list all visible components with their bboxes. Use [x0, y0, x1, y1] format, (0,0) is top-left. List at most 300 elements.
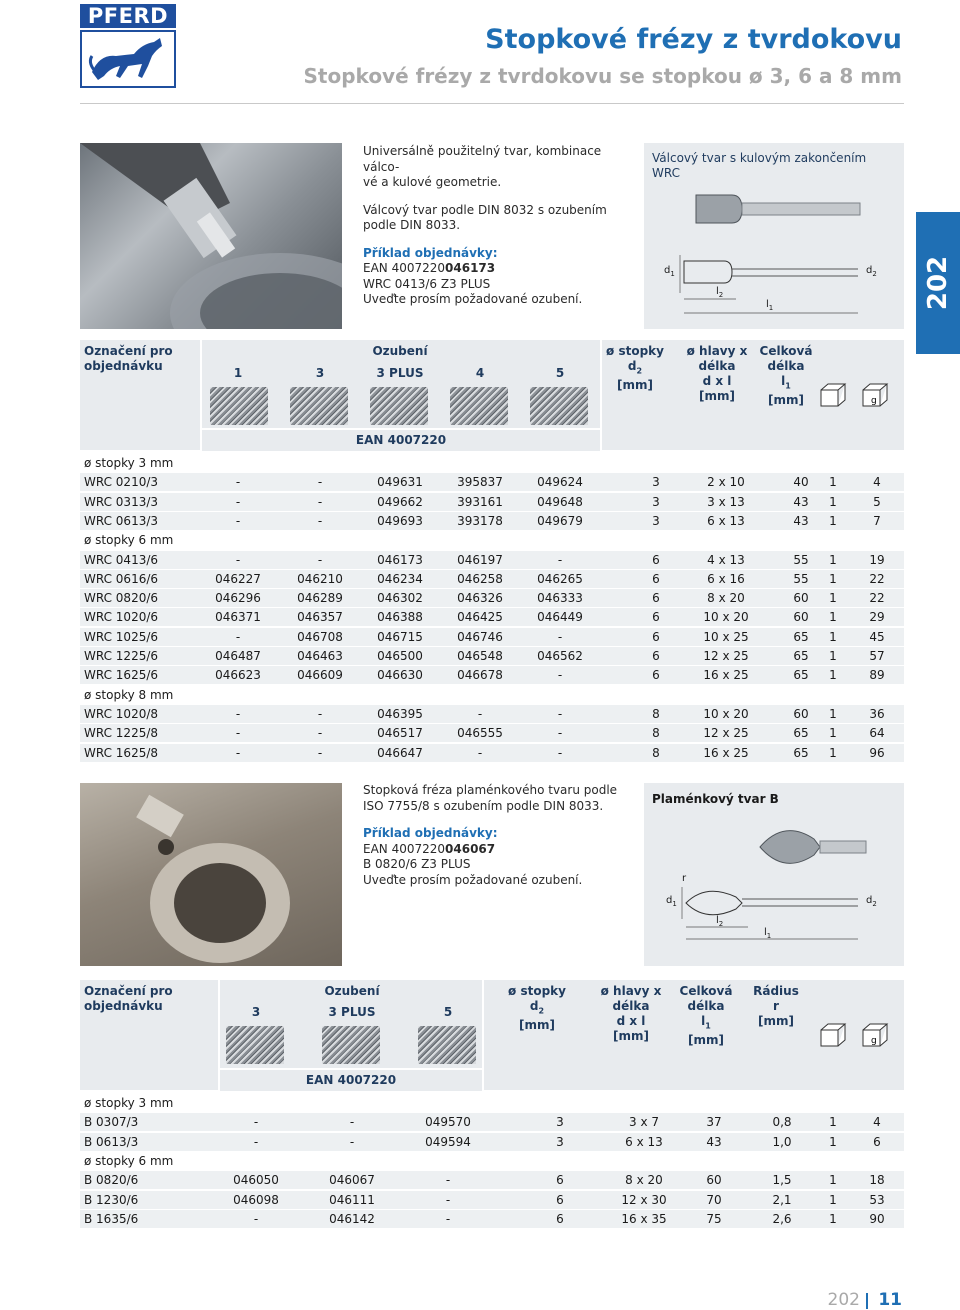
table-cell: 046678 [457, 668, 503, 683]
table-cell: - [317, 706, 323, 721]
table-cell: - [317, 726, 323, 741]
table-cell: 18 [869, 1173, 885, 1188]
table-cell: 046395 [377, 706, 423, 721]
table-cell: - [235, 745, 241, 760]
table-cell: 6 x 16 [707, 571, 745, 586]
group-label: ø stopky 3 mm [84, 1096, 174, 1110]
t1-h-celkova-3: l [781, 374, 786, 388]
t1-h-hlavy-3: d x l [702, 374, 732, 388]
table-cell: WRC 0413/6 [84, 552, 159, 567]
table-cell: 046623 [215, 668, 261, 683]
table-cell: 10 x 20 [703, 706, 749, 721]
table-cell: 16 x 25 [703, 745, 749, 760]
table-cell: 6 [652, 571, 660, 586]
dim-d2-sub: 2 [872, 270, 877, 278]
table-cell: 8 [652, 726, 660, 741]
t2-box-weight-icon [860, 1022, 890, 1048]
t1-swatch-5 [530, 387, 588, 425]
t1-h-celkova-1: Celková [759, 344, 813, 358]
b-dim-l1-sub: 1 [766, 932, 772, 940]
table-cell: 6 [652, 610, 660, 625]
table-cell: 10 x 20 [703, 610, 749, 625]
footer-page-number: 11 [878, 1290, 902, 1310]
table-cell: 046609 [297, 668, 343, 683]
table-cell: 40 [793, 475, 809, 490]
t2-h-stopky-2: d [529, 999, 539, 1013]
table-cell: 3 [652, 494, 660, 509]
footer-catalog-page: 202 [827, 1290, 860, 1310]
b-order-note: Uveďte prosím požadované ozubení. [363, 872, 583, 887]
table-cell: - [235, 726, 241, 741]
table-cell: 6 x 13 [625, 1134, 663, 1149]
table-cell: - [317, 745, 323, 760]
table-cell: - [557, 668, 563, 683]
table-cell: 1 [829, 668, 837, 683]
b-order-label: Příklad objednávky: [363, 826, 498, 840]
t1-teeth-3: 3 [315, 366, 325, 380]
t2-h-radius-3: [mm] [758, 1014, 794, 1028]
t2-h-stopky: ø stopky $d_2$ [mm] [508, 984, 566, 1033]
wrc-order-ean-bold: 046173 [445, 261, 496, 275]
b-dim-d2-label [866, 895, 877, 908]
table-cell: B 1635/6 [84, 1211, 139, 1226]
pferd-logo [80, 4, 176, 86]
table-cell: 046197 [457, 552, 503, 567]
table-cell: 1 [829, 1115, 837, 1130]
table-cell: 1 [829, 726, 837, 741]
table-cell: 65 [793, 649, 809, 663]
table-row [80, 705, 904, 723]
table-cell: 046326 [457, 591, 503, 606]
t1-h-celkova: Celková délka $l_1$ [mm] [759, 344, 813, 408]
table-cell: 64 [869, 726, 885, 741]
table-cell: 22 [869, 591, 885, 606]
table-cell: WRC 0616/6 [84, 571, 159, 586]
table-cell: WRC 1020/6 [84, 610, 159, 625]
table-cell: 6 [556, 1192, 564, 1207]
table-cell: 89 [869, 668, 885, 683]
t1-h-stopky-1: ø stopky [606, 344, 664, 358]
table-cell: 22 [869, 571, 885, 586]
table-cell: 046517 [377, 726, 423, 741]
table-cell: 8 x 20 [707, 591, 745, 606]
b-diagram [644, 783, 904, 966]
table-cell: 43 [793, 494, 809, 509]
logo-wordmark: PFERD [80, 4, 176, 28]
wrc-order-note: Uveďte prosím požadované ozubení. [363, 292, 583, 306]
table-cell: 046333 [537, 591, 583, 606]
table-cell: - [557, 629, 563, 644]
table-cell: 1 [829, 1173, 837, 1188]
table-cell: 10 x 25 [703, 629, 749, 644]
table-cell: 046487 [215, 649, 261, 663]
b-desc-line1b: ISO 7755/8 s ozubením podle DIN 8033. [363, 798, 604, 813]
dim-d1-letter: d [664, 265, 671, 276]
t2-teeth-5: 5 [443, 1005, 453, 1019]
table-cell: 1 [829, 591, 837, 606]
table-cell: 65 [793, 668, 809, 683]
table-cell: WRC 1020/8 [84, 706, 159, 721]
wrc-order-label: Příklad objednávky: [363, 245, 498, 260]
t2-h-celkova-4: [mm] [688, 1033, 724, 1048]
t2-g-label: g [871, 1036, 877, 1046]
b-dim-d1-letter: d [666, 895, 673, 906]
table-cell: WRC 0613/3 [84, 513, 159, 528]
table-cell: 046463 [297, 649, 343, 663]
t2-h-hlavy [594, 984, 668, 1044]
table-cell: 046302 [377, 591, 423, 606]
t2-h-hlavy-2: délka [612, 999, 650, 1013]
table-cell: 1 [829, 475, 837, 490]
table-cell: 6 [556, 1173, 564, 1188]
table-cell: 1 [829, 571, 837, 586]
table-cell: 046227 [215, 571, 261, 586]
table-cell: - [477, 706, 483, 721]
t1-h-hlavy-4: [mm] [699, 389, 735, 403]
table-cell: B 0307/3 [84, 1115, 139, 1130]
table-cell: 8 [652, 745, 660, 760]
table-cell: WRC 1225/6 [84, 649, 159, 663]
table-cell: 1,5 [772, 1173, 792, 1188]
table-row [80, 1191, 904, 1209]
table-cell: 046449 [537, 610, 583, 625]
b-dim-l2-sub: 2 [718, 920, 724, 928]
t1-h-ozubeni: Ozubení [372, 344, 428, 358]
table-cell: 3 [556, 1115, 564, 1130]
table-cell: 1 [829, 513, 837, 528]
t1-swatch-3plus [370, 387, 428, 425]
table-cell: 65 [793, 745, 809, 760]
table-cell: 046098 [233, 1192, 279, 1207]
table-cell: 046548 [457, 649, 503, 663]
dim-d1-label [664, 265, 675, 278]
table-cell: 3 x 13 [707, 494, 745, 509]
table-cell: - [235, 494, 241, 509]
table-cell: B 1230/6 [84, 1192, 139, 1207]
table-row [80, 628, 904, 646]
table-cell: WRC 1625/8 [84, 745, 159, 760]
table-cell: 046173 [377, 552, 423, 567]
catalog-side-tab [916, 212, 960, 354]
table-cell: - [557, 726, 563, 741]
table-cell: 3 [652, 475, 660, 490]
table-cell: 046142 [329, 1211, 375, 1226]
dim-l2-label [716, 286, 723, 299]
dim-l2-sub: 2 [718, 291, 724, 299]
table-row [80, 551, 904, 569]
table-cell: - [235, 706, 241, 721]
table-cell: 5 [873, 494, 881, 509]
b-dim-d2-letter: d [866, 895, 873, 906]
footer-divider [866, 1293, 868, 1309]
table-cell: 046647 [377, 745, 423, 760]
table-cell: 3 x 7 [629, 1115, 659, 1130]
t2-h-hlavy-3: d x l [616, 1014, 646, 1028]
table-cell: 1 [829, 1211, 837, 1226]
table-cell: 049594 [425, 1134, 471, 1149]
table-cell: 75 [706, 1211, 722, 1226]
table-cell: 65 [793, 726, 809, 741]
table-cell: 046289 [297, 591, 343, 606]
table-cell: 1,0 [772, 1134, 792, 1149]
t1-teeth-5: 5 [555, 366, 565, 380]
table-cell: 60 [793, 706, 809, 721]
table-cell: 046500 [377, 649, 423, 663]
header-divider [80, 103, 904, 104]
table-cell: 19 [869, 552, 885, 567]
table-cell: 12 x 25 [703, 649, 749, 663]
t1-teeth-3plus: 3 PLUS [376, 366, 424, 380]
table-cell: 049570 [425, 1115, 471, 1130]
table-row [80, 1113, 904, 1131]
table-cell: 0,8 [772, 1115, 792, 1130]
table-cell: 1 [829, 649, 837, 663]
table-cell: 3 [652, 513, 660, 528]
b-order-code: B 0820/6 Z3 PLUS [363, 857, 471, 871]
table-cell: 046425 [457, 610, 503, 625]
group-label: ø stopky 3 mm [84, 456, 174, 470]
t1-h-oznaceni [84, 344, 173, 374]
table-row [80, 512, 904, 530]
table-cell: 2,6 [772, 1211, 792, 1226]
table-cell: - [235, 475, 241, 490]
t2-h-stopky-1: ø stopky [508, 984, 566, 998]
t1-h-stopky-2: d [627, 359, 637, 373]
t1-h-hlavy-1: ø hlavy x [686, 344, 748, 358]
page-title: Stopkové frézy z tvrdokovu [485, 24, 902, 55]
group-label: ø stopky 6 mm [84, 533, 174, 548]
t2-h-radius-2: r [773, 999, 779, 1013]
t1-h-celkova-2: délka [767, 359, 805, 373]
b-desc-line1: Stopková fréza plaménkového tvaru podle [363, 783, 618, 797]
table-cell: 2,1 [772, 1192, 792, 1207]
t1-h-hlavy-2: délka [698, 359, 736, 373]
table-cell: 6 [873, 1134, 881, 1149]
table-cell: 1 [829, 1134, 837, 1149]
table-cell: 36 [869, 706, 885, 721]
table-cell: 6 [652, 591, 660, 606]
table-cell: 3 [556, 1134, 564, 1149]
table-cell: 7 [873, 513, 881, 528]
page-subtitle: Stopkové frézy z tvrdokovu se stopkou ø 3, 6 a 8 mm [303, 64, 902, 88]
table-cell: 29 [869, 610, 885, 625]
table-cell: - [235, 513, 241, 528]
table-cell: 65 [793, 629, 809, 644]
wrc-desc-line2b: podle DIN 8033. [363, 218, 461, 232]
t1-h-celkova-4: [mm] [768, 393, 804, 408]
table-cell: 393178 [457, 513, 503, 528]
table-cell: - [253, 1134, 259, 1149]
table-cell: 046296 [215, 591, 261, 606]
table-cell: 4 [873, 1115, 881, 1130]
b-description [363, 783, 623, 888]
table-cell: 393161 [457, 494, 503, 509]
table-cell: - [317, 552, 323, 567]
t1-h-oznaceni-2: objednávku [84, 359, 163, 373]
t1-h-oznaceni-1: Označení pro [84, 344, 173, 358]
t1-teeth-1: 1 [233, 366, 243, 380]
table-cell: 2 x 10 [707, 475, 745, 490]
table-cell: 6 [652, 668, 660, 683]
table-cell: 395837 [457, 475, 503, 490]
t2-h-radius [744, 984, 808, 1029]
table-cell: 55 [793, 552, 809, 567]
table-cell: 1 [829, 1192, 837, 1207]
dim-l1-sub: 1 [768, 304, 774, 312]
t2-swatch-5 [418, 1026, 476, 1064]
table-cell: 046555 [457, 726, 503, 741]
table-cell: 1 [829, 552, 837, 567]
dim-l1-letter: l [766, 299, 769, 310]
table-cell: 16 x 35 [621, 1211, 667, 1226]
t2-h-stopky-3: [mm] [519, 1018, 555, 1033]
t2-h-oznaceni-1: Označení pro [84, 984, 173, 998]
t2-swatch-3 [226, 1026, 284, 1064]
t1-teeth-4: 4 [475, 366, 485, 380]
table-row [80, 666, 904, 684]
b-order-ean-prefix: EAN 4007220 [363, 841, 446, 856]
dim-l1-label [766, 299, 773, 312]
wrc-order-code: WRC 0413/6 Z3 PLUS [363, 276, 491, 291]
table-cell: - [349, 1134, 355, 1149]
table-row [80, 570, 904, 588]
table-cell: 1 [829, 494, 837, 509]
t2-h-celkova: Celková délka $l_1$ [mm] [679, 984, 733, 1048]
table-row [80, 1171, 904, 1189]
table-cell: 046067 [329, 1173, 375, 1188]
table-cell: - [445, 1173, 451, 1188]
t2-h-ozubeni: Ozubení [324, 984, 380, 998]
table-cell: 046050 [233, 1173, 279, 1188]
table-cell: 046388 [377, 610, 423, 625]
table-cell: WRC 0820/6 [84, 591, 159, 606]
table-cell: 6 [652, 552, 660, 567]
table-row [80, 1133, 904, 1151]
table-cell: 43 [706, 1134, 722, 1149]
t1-h-stopky-3: [mm] [617, 378, 653, 393]
table-row [80, 473, 904, 491]
table-row [80, 608, 904, 626]
table-cell: 6 [652, 649, 660, 663]
wrc-desc-line1: Universálně použitelný tvar, kombinace válco- [363, 144, 602, 174]
table-cell: B 0820/6 [84, 1173, 139, 1188]
table-cell: - [477, 745, 483, 760]
table-cell: 046715 [377, 629, 423, 644]
b-dim-r-label: r [682, 873, 687, 884]
table-cell: 8 [652, 706, 660, 721]
application-photo-b [80, 783, 342, 966]
table-cell: 046371 [215, 610, 261, 625]
table-cell: - [253, 1115, 259, 1130]
table-cell: 046746 [457, 629, 503, 644]
t1-box-quantity-icon [818, 382, 848, 408]
table-cell: 049693 [377, 513, 423, 528]
table-row [80, 589, 904, 607]
group-label: ø stopky 6 mm [84, 1153, 174, 1168]
table-cell: 6 [556, 1211, 564, 1226]
wrc-diagram-title-line1: Válcový tvar s kulovým zakončením [652, 151, 867, 165]
wrc-desc-line1b: vé a kulové geometrie. [363, 175, 502, 189]
table-cell: 1 [829, 745, 837, 760]
t1-h-stopky: ø stopky $d_2$ [mm] [606, 344, 664, 393]
wrc-tool-drawing [644, 143, 904, 329]
table-cell: 90 [869, 1211, 885, 1226]
t2-h-oznaceni [84, 984, 173, 1014]
logo-horse-icon [80, 30, 176, 88]
b-dim-d1-sub: 1 [672, 900, 677, 908]
table-cell: - [235, 629, 241, 644]
table-cell: 60 [793, 591, 809, 606]
table-cell: 049624 [537, 475, 583, 490]
table-cell: 6 [652, 629, 660, 644]
table-cell: 45 [869, 629, 885, 644]
t1-ean-bar: EAN 4007220 [202, 430, 600, 451]
t1-swatch-4 [450, 387, 508, 425]
table-cell: 1 [829, 610, 837, 625]
table-row [80, 1210, 904, 1228]
b-dim-d1-label [666, 895, 677, 908]
table-cell: WRC 0313/3 [84, 494, 159, 509]
table-cell: 046630 [377, 668, 423, 683]
table-cell: 046562 [537, 649, 583, 663]
t2-h-hlavy-4: [mm] [613, 1029, 649, 1043]
table-cell: - [349, 1115, 355, 1130]
table-cell: - [317, 475, 323, 490]
t2-swatch-3plus [322, 1026, 380, 1064]
table-cell: 4 [873, 475, 881, 490]
wrc-diagram-title-line2: WRC [652, 166, 680, 180]
table-cell: 70 [706, 1192, 722, 1207]
table-cell: 37 [706, 1115, 722, 1130]
table-cell: 046708 [297, 629, 343, 644]
t2-teeth-3: 3 [251, 1005, 261, 1019]
dim-l2-letter: l [716, 286, 719, 297]
wrc-desc-line2: Válcový tvar podle DIN 8032 s ozubením [363, 202, 607, 217]
table-cell: 046265 [537, 571, 583, 586]
table-cell: 4 x 13 [707, 552, 745, 567]
wrc-diagram [644, 143, 904, 329]
table-cell: - [557, 552, 563, 567]
b-diagram-title: Plaménkový tvar B [652, 792, 779, 806]
t1-box-weight-icon [860, 382, 890, 408]
table-cell: 1 [829, 629, 837, 644]
table-cell: - [253, 1211, 259, 1226]
application-photo-wrc [80, 143, 342, 329]
table-cell: 55 [793, 571, 809, 586]
table-cell: - [317, 513, 323, 528]
t2-h-hlavy-1: ø hlavy x [600, 984, 662, 998]
t2-ean-bar: EAN 4007220 [220, 1070, 482, 1091]
table-cell: 8 x 20 [625, 1173, 663, 1188]
table-cell: WRC 1625/6 [84, 668, 159, 683]
table-cell: - [557, 706, 563, 721]
table-cell: 049648 [537, 494, 583, 509]
table-row [80, 493, 904, 511]
t1-swatch-3 [290, 387, 348, 425]
table-cell: 60 [706, 1173, 722, 1188]
table-cell: 046258 [457, 571, 503, 586]
table-cell: WRC 1225/8 [84, 726, 159, 741]
wrc-description [363, 144, 618, 308]
table-cell: 046357 [297, 610, 343, 625]
t2-h-celkova-2: délka [687, 999, 725, 1013]
table-cell: - [235, 552, 241, 567]
table-cell: - [317, 494, 323, 509]
t2-teeth-3plus: 3 PLUS [328, 1005, 376, 1019]
table-cell: 049679 [537, 513, 583, 528]
table-row [80, 724, 904, 742]
table-cell: 046210 [297, 571, 343, 586]
